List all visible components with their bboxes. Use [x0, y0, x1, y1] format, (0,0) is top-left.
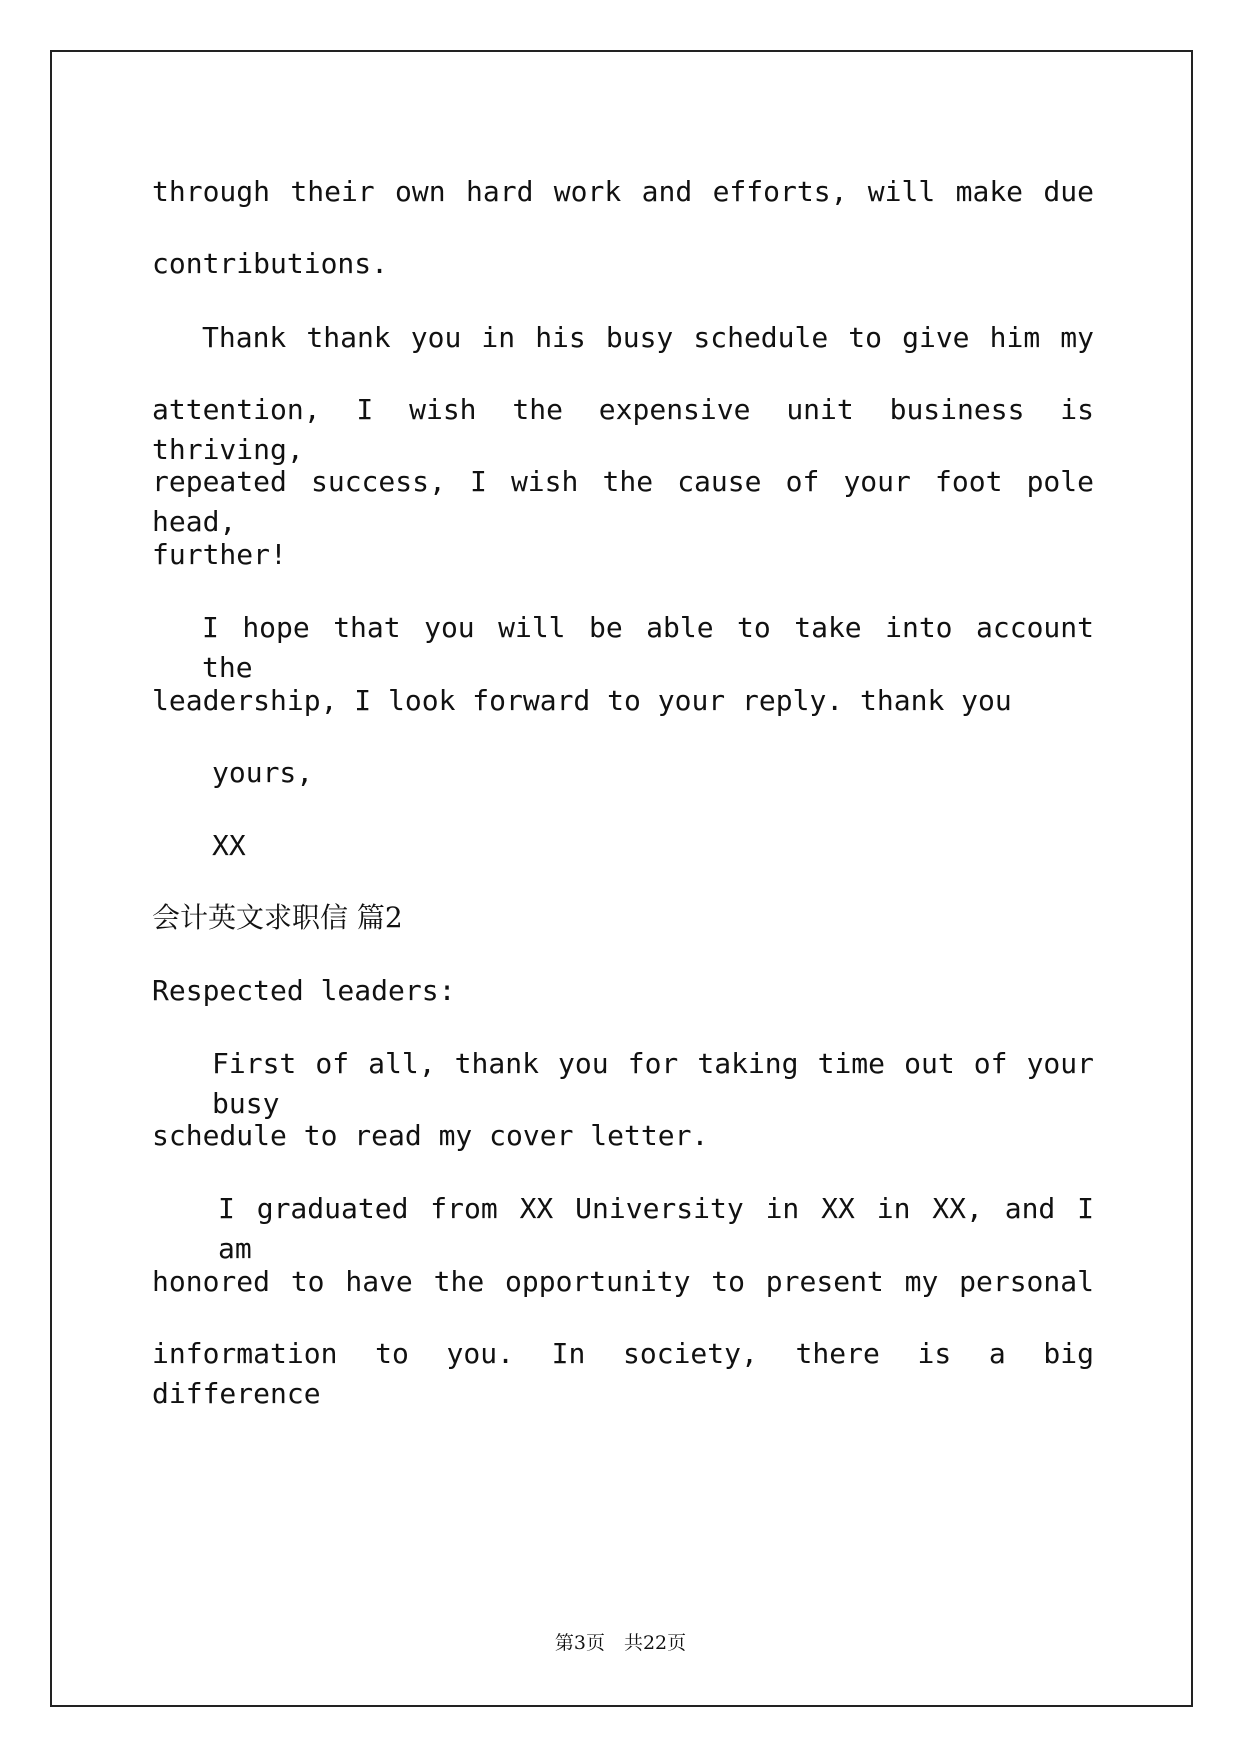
- text-line: I graduated from XX University in XX in XX, and I am: [218, 1192, 1094, 1265]
- text-line: through their own hard work and efforts, will make due: [152, 175, 1094, 208]
- text-line: information to you. In society, there is a big difference: [152, 1337, 1094, 1410]
- page-frame: [50, 50, 1193, 1707]
- section-heading: 会计英文求职信 篇2: [152, 901, 403, 934]
- text-line: schedule to read my cover letter.: [152, 1119, 709, 1152]
- text-line: First of all, thank you for taking time out of your busy: [212, 1047, 1094, 1120]
- salutation-line: Respected leaders:: [152, 974, 456, 1007]
- text-line: attention, I wish the expensive unit business is thriving,: [152, 393, 1094, 466]
- text-line: honored to have the opportunity to present my personal: [152, 1265, 1094, 1298]
- closing-line: yours,: [212, 756, 314, 789]
- text-line: repeated success, I wish the cause of your foot pole head,: [152, 465, 1094, 538]
- text-line: further!: [152, 538, 287, 571]
- page-number-footer: 第3页 共22页: [554, 1632, 687, 1654]
- text-line: I hope that you will be able to take into account the: [202, 611, 1094, 684]
- text-line: contributions.: [152, 247, 389, 280]
- text-line: Thank thank you in his busy schedule to give him my: [202, 321, 1094, 354]
- text-line: leadership, I look forward to your reply. thank you: [152, 684, 1012, 717]
- signature-line: XX: [212, 829, 246, 862]
